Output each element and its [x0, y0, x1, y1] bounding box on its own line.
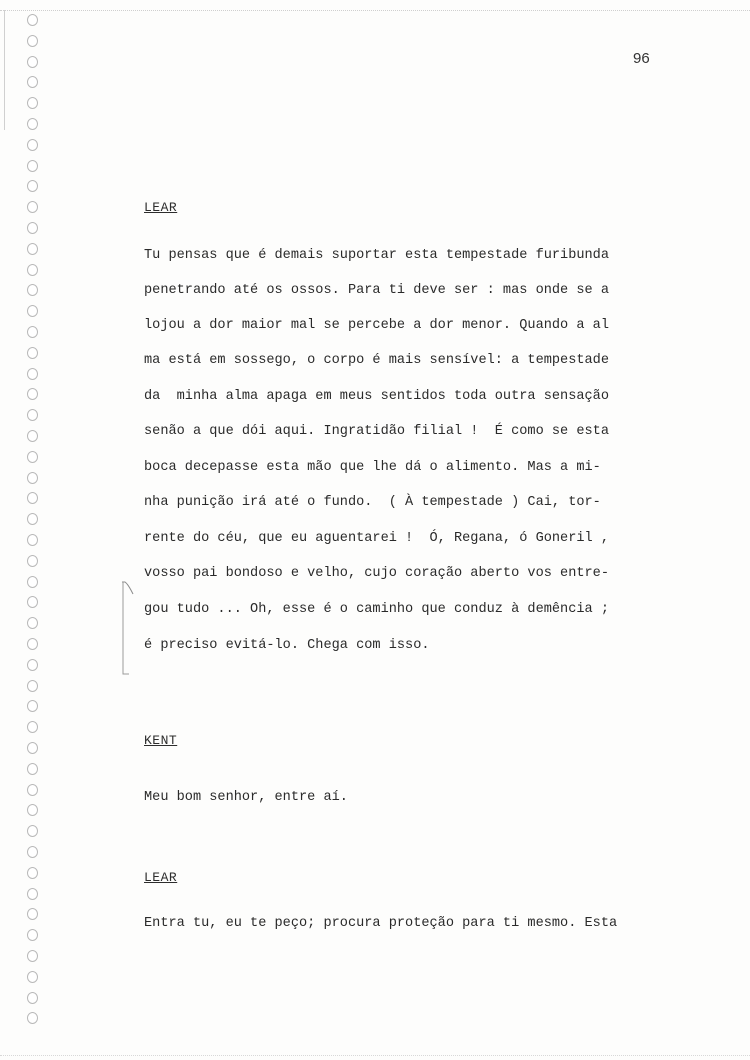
perforation-hole — [27, 596, 38, 608]
perforation-hole — [27, 908, 38, 920]
perforation-hole — [27, 139, 38, 151]
perforation-hole — [27, 513, 38, 525]
dialogue-line: é preciso evitá-lo. Chega com isso. — [144, 638, 430, 653]
dialogue-line: ma está em sossego, o corpo é mais sensível: a tempestade — [144, 353, 609, 368]
perforation-hole — [27, 846, 38, 858]
perforation-hole — [27, 929, 38, 941]
perforation-hole — [27, 284, 38, 296]
perforation-hole — [27, 555, 38, 567]
perforation-hole — [27, 742, 38, 754]
perforation-hole — [27, 56, 38, 68]
dialogue-line: gou tudo ... Oh, esse é o caminho que conduz à demência ; — [144, 602, 609, 617]
handwritten-margin-bracket — [119, 580, 139, 678]
perforation-hole — [27, 992, 38, 1004]
perforation-hole — [27, 784, 38, 796]
binder-perforations — [27, 14, 41, 1044]
perforation-hole — [27, 472, 38, 484]
perforation-hole — [27, 950, 38, 962]
dialogue-line: rente do céu, que eu aguentarei ! Ó, Regana, ó Goneril , — [144, 531, 609, 546]
perforation-hole — [27, 430, 38, 442]
perforation-hole — [27, 763, 38, 775]
perforation-hole — [27, 160, 38, 172]
perforation-hole — [27, 326, 38, 338]
perforation-hole — [27, 700, 38, 712]
perforation-hole — [27, 617, 38, 629]
perforation-hole — [27, 638, 38, 650]
left-margin-rule — [4, 10, 5, 130]
dialogue-line: nha punição irá até o fundo. ( À tempestade ) Cai, tor- — [144, 495, 601, 510]
perforation-hole — [27, 867, 38, 879]
dialogue-line: penetrando até os ossos. Para ti deve ser : mas onde se a — [144, 283, 609, 298]
perforation-hole — [27, 492, 38, 504]
speaker-name-kent: KENT — [144, 733, 178, 748]
perforation-hole — [27, 576, 38, 588]
page-number: 96 — [633, 50, 650, 67]
perforation-hole — [27, 35, 38, 47]
perforation-hole — [27, 451, 38, 463]
dialogue-line: da minha alma apaga em meus sentidos toda outra sensação — [144, 389, 609, 404]
perforation-hole — [27, 825, 38, 837]
perforation-hole — [27, 368, 38, 380]
perforation-hole — [27, 888, 38, 900]
perforation-hole — [27, 243, 38, 255]
dialogue-line: boca decepasse esta mão que lhe dá o alimento. Mas a mi- — [144, 460, 601, 475]
perforation-hole — [27, 264, 38, 276]
perforation-hole — [27, 388, 38, 400]
perforation-hole — [27, 118, 38, 130]
dialogue-line: Entra tu, eu te peço; procura proteção para ti mesmo. Esta — [144, 916, 618, 931]
top-edge-line — [0, 10, 750, 11]
perforation-hole — [27, 409, 38, 421]
perforation-hole — [27, 180, 38, 192]
dialogue-line: senão a que dói aqui. Ingratidão filial ! É como se esta — [144, 424, 609, 439]
dialogue-line: vosso pai bondoso e velho, cujo coração aberto vos entre- — [144, 566, 609, 581]
perforation-hole — [27, 804, 38, 816]
perforation-hole — [27, 97, 38, 109]
perforation-hole — [27, 14, 38, 26]
dialogue-line: Tu pensas que é demais suportar esta tempestade furibunda — [144, 248, 609, 263]
perforation-hole — [27, 971, 38, 983]
bottom-edge-line — [0, 1055, 750, 1056]
perforation-hole — [27, 680, 38, 692]
dialogue-line: Meu bom senhor, entre aí. — [144, 790, 348, 805]
perforation-hole — [27, 76, 38, 88]
dialogue-line: lojou a dor maior mal se percebe a dor menor. Quando a al — [144, 318, 609, 333]
perforation-hole — [27, 534, 38, 546]
perforation-hole — [27, 721, 38, 733]
perforation-hole — [27, 201, 38, 213]
perforation-hole — [27, 305, 38, 317]
perforation-hole — [27, 659, 38, 671]
speaker-name-lear: LEAR — [144, 870, 178, 885]
speaker-name-lear: LEAR — [144, 200, 178, 215]
perforation-hole — [27, 1012, 38, 1024]
perforation-hole — [27, 347, 38, 359]
perforation-hole — [27, 222, 38, 234]
